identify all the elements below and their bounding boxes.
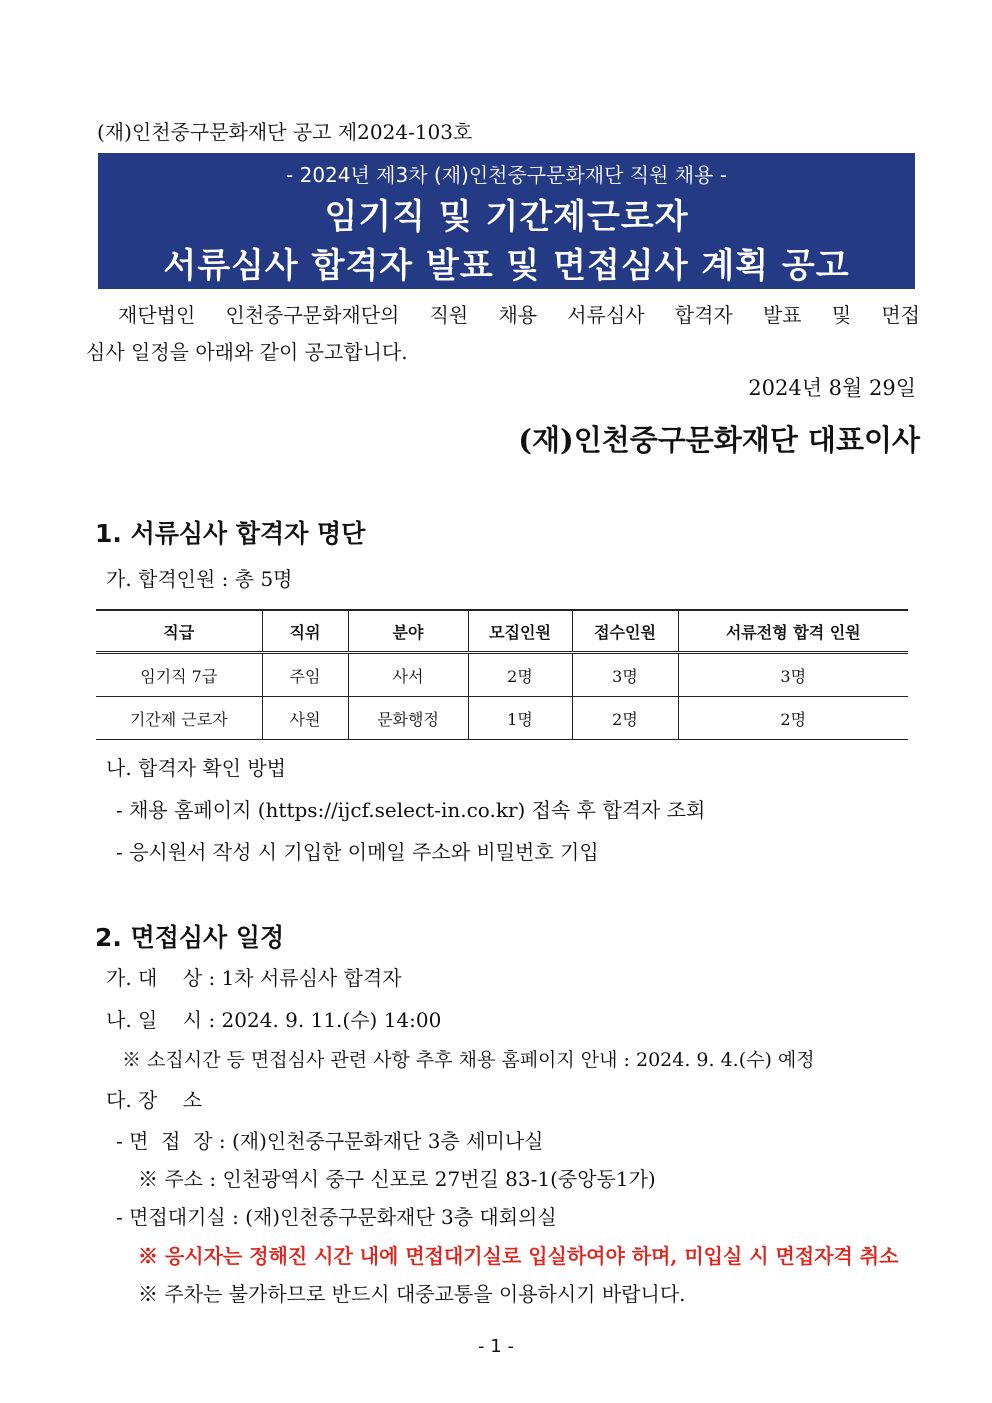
header-applicant-count: 접수인원	[572, 610, 678, 653]
intro-paragraph	[86, 297, 920, 371]
cell: 임기직 7급	[96, 653, 262, 697]
title-banner	[98, 153, 915, 289]
table-header-row	[96, 610, 908, 653]
section-1-item-b: 나. 합격자 확인 방법	[106, 756, 286, 780]
section-1-title: 1. 서류심사 합격자 명단	[95, 519, 366, 548]
passers-table	[96, 609, 908, 740]
banner-title-line-2: 서류심사 합격자 발표 및 면접심사 계획 공고	[163, 246, 850, 286]
intro-line-1: 재단법인 인천중구문화재단의 직원 채용 서류심사 합격자 발표 및 면접	[118, 303, 920, 327]
cell: 사서	[348, 653, 468, 697]
cell: 기간제 근로자	[96, 697, 262, 740]
signatory: (재)인천중구문화재단 대표이사	[518, 423, 920, 457]
header-position: 직위	[262, 610, 348, 653]
interview-schedule-note: ※ 소집시간 등 면접심사 관련 사항 추후 채용 홈페이지 안내 : 2024. 9. 4.(수) 예정	[122, 1049, 815, 1071]
cell: 사원	[262, 697, 348, 740]
page-number: - 1 -	[478, 1336, 514, 1357]
banner-title-line-1: 임기직 및 기간제근로자	[324, 197, 689, 237]
cell: 주임	[262, 653, 348, 697]
header-grade: 직급	[96, 610, 262, 653]
header-recruit-count: 모집인원	[468, 610, 572, 653]
header-field: 분야	[348, 610, 468, 653]
banner-subtitle: - 2024년 제3차 (재)인천중구문화재단 직원 채용 -	[286, 163, 727, 187]
section-2-title: 2. 면접심사 일정	[95, 923, 285, 952]
interview-location: 다. 장 소	[106, 1088, 203, 1112]
address-note: ※ 주소 : 인천광역시 중구 신포로 27번길 83-1(중앙동1가)	[138, 1167, 656, 1191]
late-entry-warning: ※ 응시자는 정해진 시간 내에 면접대기실로 입실하여야 하며, 미입실 시 면접자격 취소	[138, 1244, 899, 1268]
cell: 2명	[572, 697, 678, 740]
table-row	[96, 697, 908, 740]
cell: 2명	[678, 697, 908, 740]
waiting-room: - 면접대기실 : (재)인천중구문화재단 3층 대회의실	[116, 1205, 557, 1229]
intro-line-2: 심사 일정을 아래와 같이 공고합니다.	[86, 340, 408, 364]
cell: 3명	[678, 653, 908, 697]
interview-target: 가. 대 상 : 1차 서류심사 합격자	[106, 966, 402, 990]
header-pass-count: 서류전형 합격 인원	[678, 610, 908, 653]
section-1-item-a: 가. 합격인원 : 총 5명	[106, 567, 293, 591]
cell: 1명	[468, 697, 572, 740]
parking-note: ※ 주차는 불가하므로 반드시 대중교통을 이용하시기 바랍니다.	[138, 1282, 686, 1306]
table-row	[96, 653, 908, 697]
check-method-credentials: - 응시원서 작성 시 기입한 이메일 주소와 비밀번호 기입	[116, 840, 599, 864]
cell: 문화행정	[348, 697, 468, 740]
interview-datetime: 나. 일 시 : 2024. 9. 11.(수) 14:00	[106, 1008, 442, 1032]
check-method-homepage: - 채용 홈페이지 (https://ijcf.select-in.co.kr) 접속 후 합격자 조회	[116, 798, 706, 822]
cell: 3명	[572, 653, 678, 697]
notice-number: (재)인천중구문화재단 공고 제2024-103호	[97, 120, 473, 144]
interview-room: - 면 접 장 : (재)인천중구문화재단 3층 세미나실	[116, 1129, 544, 1153]
cell: 2명	[468, 653, 572, 697]
notice-date: 2024년 8월 29일	[748, 376, 916, 400]
